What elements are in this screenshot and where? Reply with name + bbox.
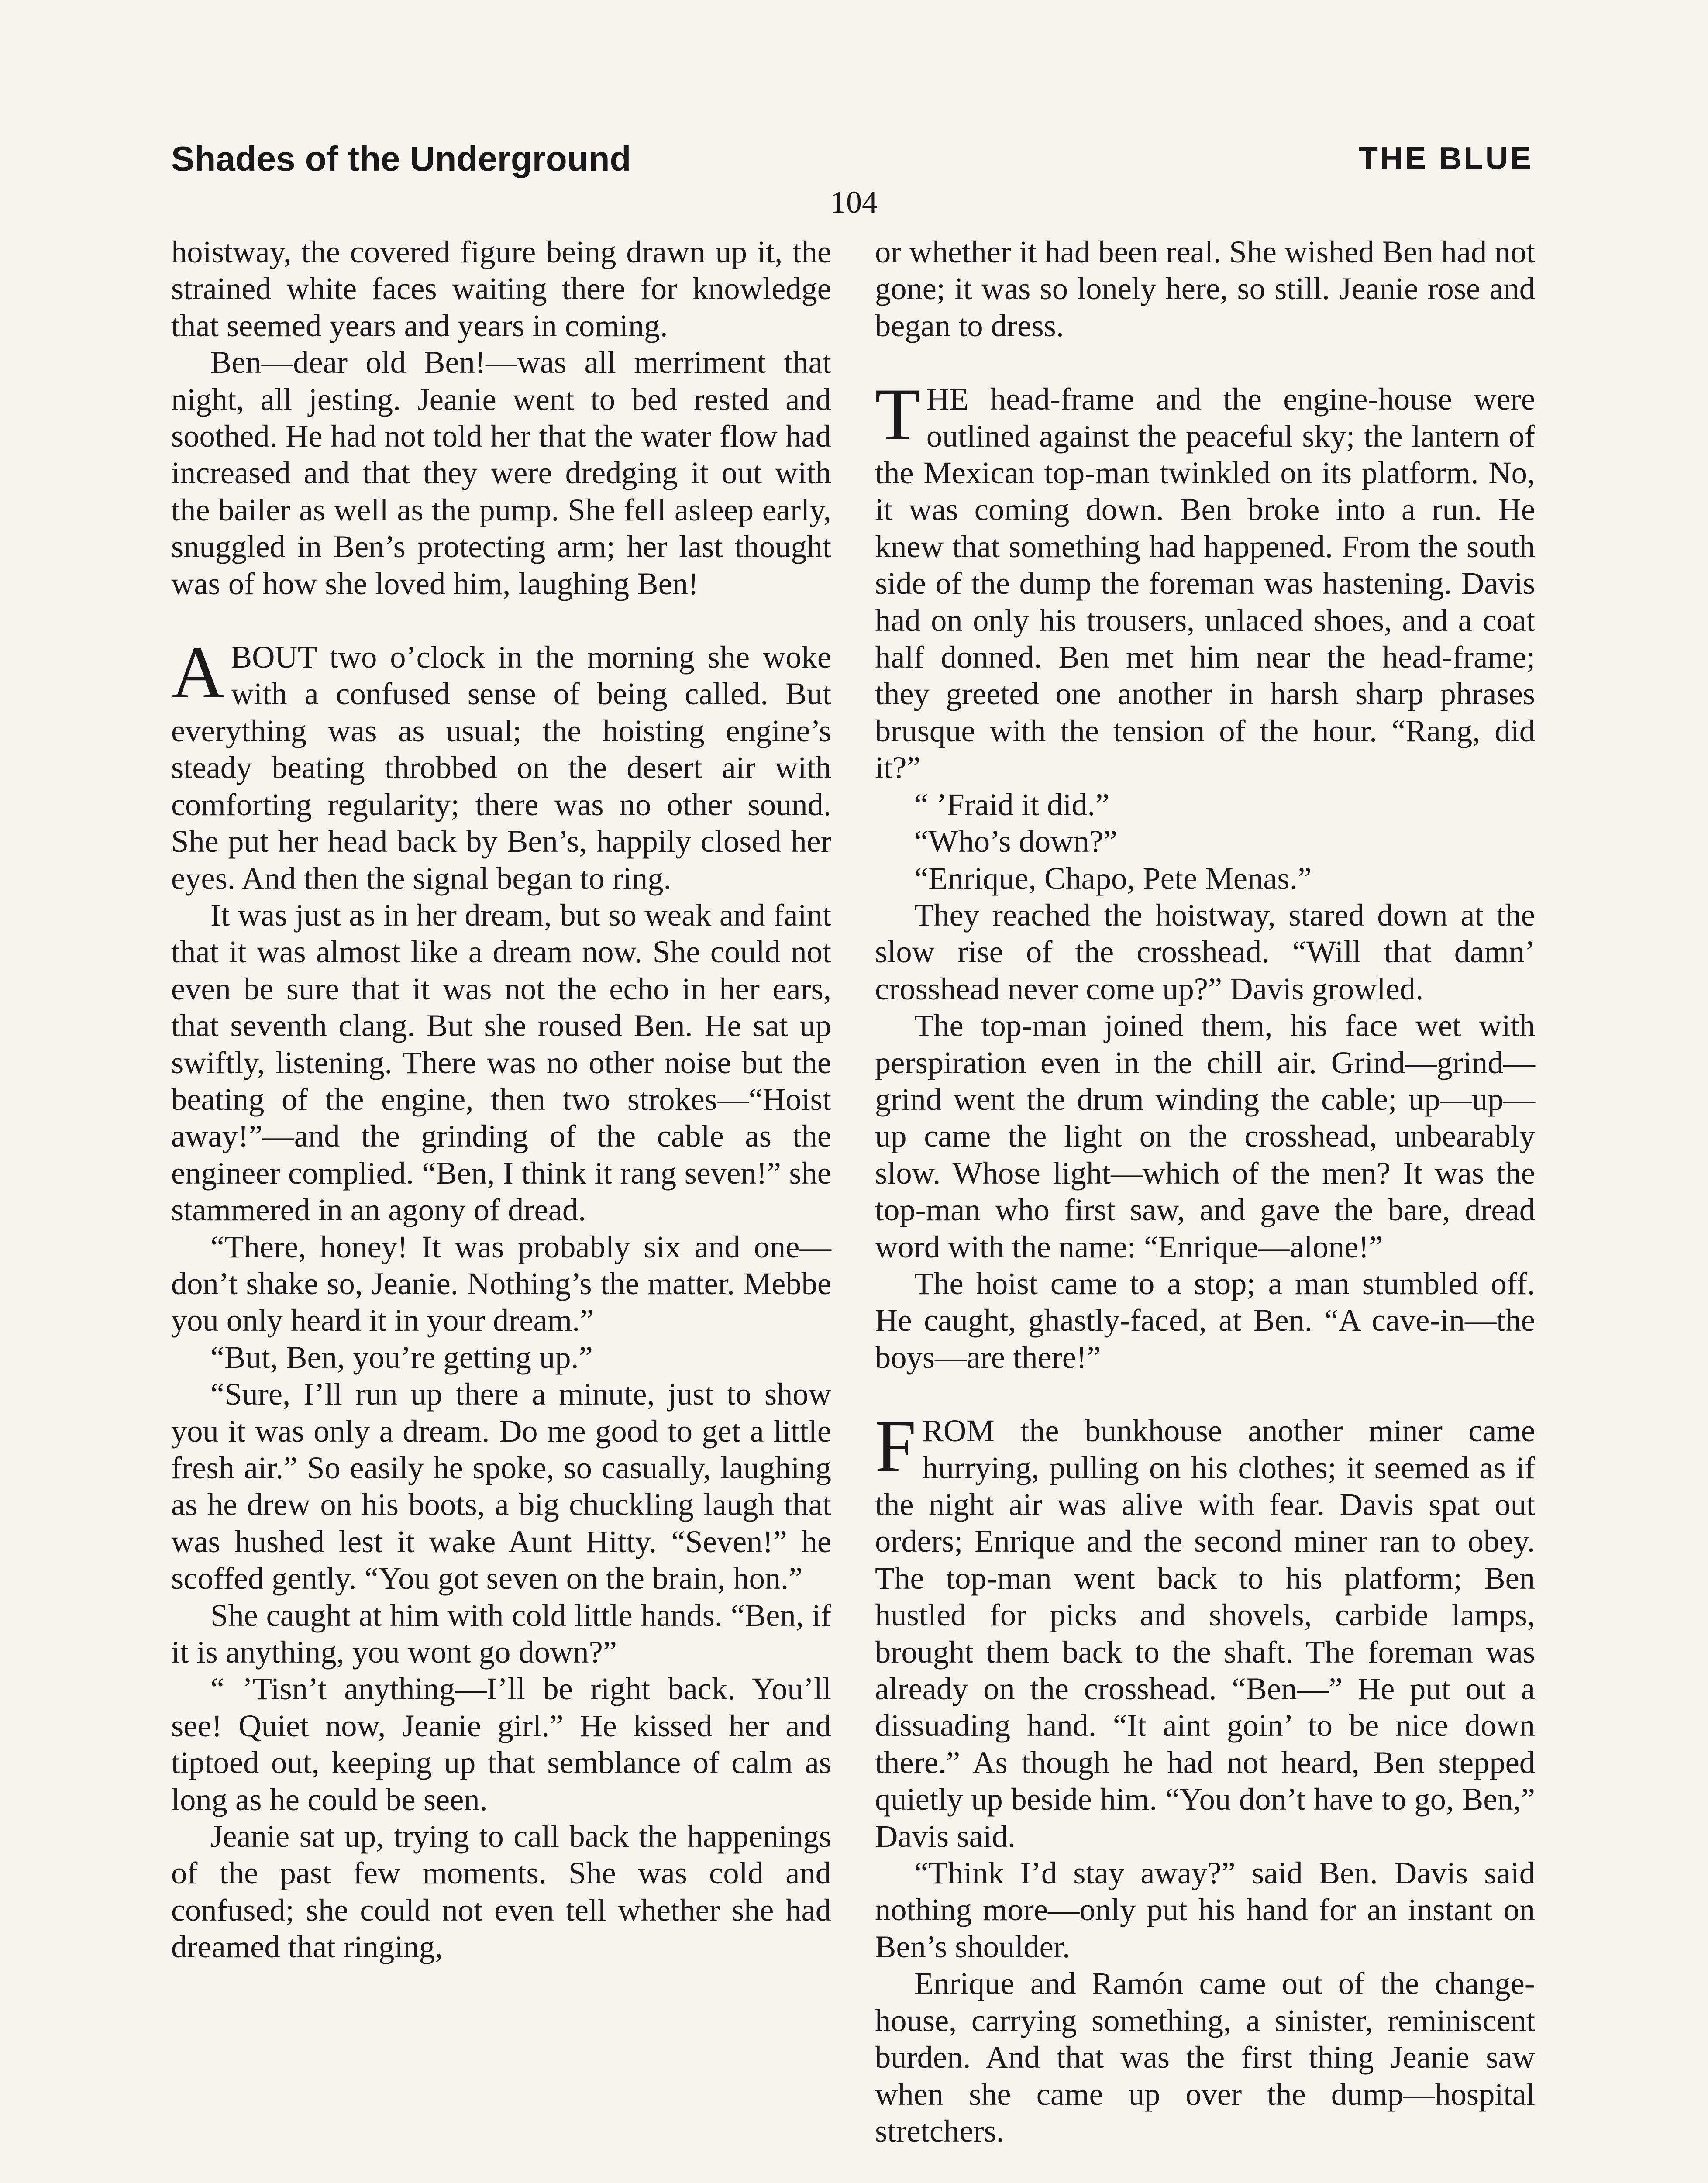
magazine-name: THE BLUE [1359,141,1533,176]
paragraph: “ ’Tisn’t anything—I’ll be right back. You’ll see! Quiet now, Jeanie girl.” He kissed her and tiptoed out, keeping up that semblance of calm as long as he could be seen. [171,1671,831,1817]
paragraph: “But, Ben, you’re getting up.” [210,1339,593,1375]
paragraph: She caught at him with cold little hands. “Ben, if it is anything, you wont go down?” [171,1597,831,1670]
drop-cap: F [875,1405,916,1487]
story-title: Shades of the Underground [171,139,631,178]
page-number: 104 [830,185,878,220]
section-paragraph [875,1405,1535,1855]
paragraph: “Enrique, Chapo, Pete Menas.” [914,860,1312,896]
paragraph: They reached the hoistway, stared down at the slow rise of the crosshead. “Will that damn’ crosshead never come up?” Davis growled. [875,897,1535,1006]
drop-cap: T [875,373,920,456]
paragraph: hoistway, the covered figure being drawn up it, the strained white faces waiting there for knowledge that seemed years and years in coming. [171,234,831,343]
paragraph: “Who’s down?” [914,823,1118,859]
left-column [171,234,831,1966]
paragraph: The top-man joined them, his face wet with perspiration even in the chill air. Grind—grind—grind went the drum winding the cable; up—up—up came the light on the crosshead, unbearably slow. Whose light—which of the men? It was the top-man who first saw, and gave the bare, dread word with the name: “Enrique—alone!” [875,1008,1535,1264]
paragraph: or whether it had been real. She wished Ben had not gone; it was so lonely here, so still. Jeanie rose and began to dress. [875,234,1535,343]
paragraph: Ben—dear old Ben!—was all merriment that night, all jesting. Jeanie went to bed rested and soothed. He had not told her that the water flow had increased and that they were dredging it out with the bailer as well as the pump. She fell asleep early, snuggled in Ben’s protecting arm; her last thought was of how she loved him, laughing Ben! [171,344,831,601]
section-paragraph [171,631,831,897]
paragraph: It was just as in her dream, but so weak and faint that it was almost like a dream now. She could not even be sure that it was not the echo in her ears, that seventh clang. But she roused Ben. He sat up swiftly, listening. There was no other noise but the beating of the engine, then two strokes—“Hoist away!”—and the grinding of the cable as the engineer complied. “Ben, I think it rang seven!” she stammered in an agony of dread. [171,897,831,1228]
paragraph: “Think I’d stay away?” said Ben. Davis said nothing more—only put his hand for an instant on Ben’s shoulder. [875,1855,1535,1964]
section-text: BOUT two o’clock in the morning she woke with a confused sense of being called. But everything was as usual; the hoisting engine’s steady beating throbbed on the desert air with comforting regularity; there was no other sound. She put her head back by Ben’s, happily closed her eyes. And then the signal began to ring. [171,639,831,896]
paragraph: “ ’Fraid it did.” [914,786,1109,822]
section-text: ROM the bunkhouse another miner came hurrying, pulling on his clothes; it seemed as if the night air was alive with fear. Davis spat out orders; Enrique and the second miner ran to obey. The top-man went back to his platform; Ben hustled for picks and shovels, carbide lamps, brought them back to the shaft. The foreman was already on the crosshead. “Ben—” He put out a dissuading hand. “It aint goin’ to be nice down there.” As though he had not heard, Ben stepped quietly up beside him. “You don’t have to go, Ben,” Davis said. [875,1413,1535,1854]
paragraph: “Sure, I’ll run up there a minute, just to show you it was only a dream. Do me good to get a little fresh air.” So easily he spoke, so casually, laughing as he drew on his boots, a big chuckling laugh that was hushed lest it wake Aunt Hitty. “Seven!” he scoffed gently. “You got seven on the brain, hon.” [171,1376,831,1596]
section-paragraph [875,373,1535,786]
paragraph: “There, honey! It was probably six and one—don’t shake so, Jeanie. Nothing’s the matter. Mebbe you only heard it in your dream.” [171,1229,831,1338]
right-column [875,234,1535,2149]
section-text: HE head-frame and the engine-house were outlined against the peaceful sky; the lantern of the Mexican top-man twinkled on its platform. No, it was coming down. Ben broke into a run. He knew that something had happened. From the south side of the dump the foreman was hastening. Davis had on only his trousers, unlaced shoes, and a coat half donned. Ben met him near the head-frame; they greeted one another in harsh sharp phrases brusque with the tension of the hour. “Rang, did it?” [875,381,1535,785]
paragraph: Jeanie sat up, trying to call back the happenings of the past few moments. She was cold and confused; she could not even tell whether she had dreamed that ringing, [171,1818,831,1965]
paragraph: The hoist came to a stop; a man stumbled off. He caught, ghastly-faced, at Ben. “A cave-in—the boys—are there!” [875,1265,1535,1375]
paragraph: Enrique and Ramón came out of the change-house, carrying something, a sinister, reminiscent burden. And that was the first thing Jeanie saw when she came up over the dump—hospital stretchers. [875,1966,1535,2149]
drop-cap: A [171,631,225,714]
